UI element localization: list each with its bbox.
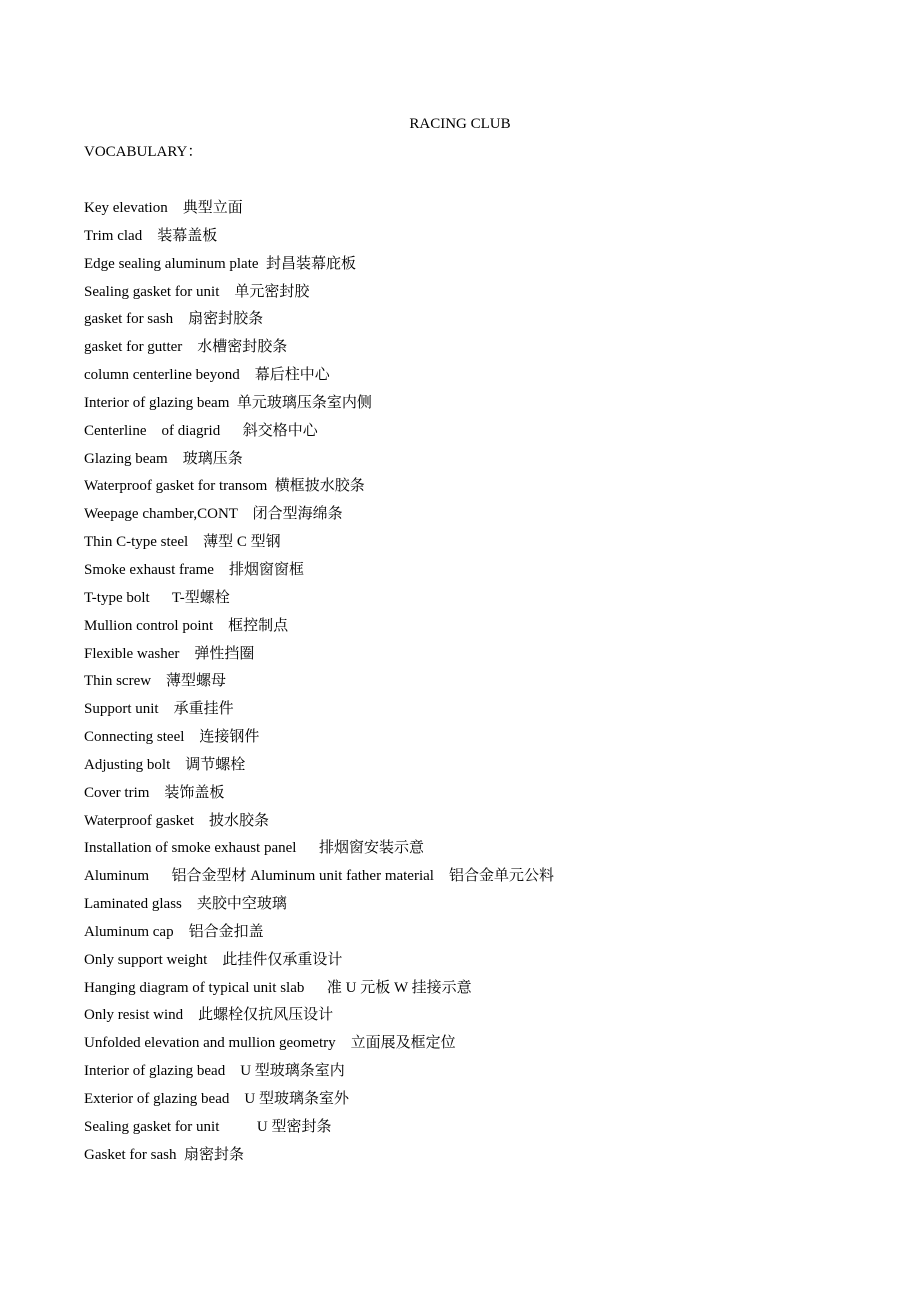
vocabulary-entry: Cover trim 装饰盖板: [84, 784, 225, 801]
vocabulary-entry: Thin C-type steel 薄型 C 型钢: [84, 534, 281, 551]
vocabulary-entry: Aluminum 铝合金型材 Aluminum unit father material 铝合金单元公料: [84, 868, 554, 885]
vocabulary-entry: Sealing gasket for unit U 型密封条: [84, 1118, 332, 1135]
vocabulary-entry: Adjusting bolt 调节螺栓: [84, 756, 246, 773]
vocabulary-entry: Exterior of glazing bead U 型玻璃条室外: [84, 1091, 349, 1107]
vocabulary-entry: gasket for gutter 水槽密封胶条: [84, 339, 288, 356]
vocabulary-entry: Hanging diagram of typical unit slab 准 U 元板 W 挂接示意: [84, 979, 472, 996]
vocabulary-entry: Edge sealing aluminum plate 封昌装幕庇板: [84, 255, 357, 272]
vocabulary-entry: Only resist wind 此螺栓仅抗风压设计: [84, 1007, 334, 1024]
vocabulary-entry: column centerline beyond 幕后柱中心: [84, 367, 330, 384]
vocabulary-entry: T-type bolt T-型螺栓: [84, 589, 230, 606]
vocabulary-entry: Only support weight 此挂件仅承重设计: [84, 951, 343, 968]
vocabulary-entry: Connecting steel 连接钢件: [84, 729, 260, 746]
vocabulary-entry: Installation of smoke exhaust panel 排烟窗安装示意: [84, 840, 424, 857]
vocabulary-entry: gasket for sash 扇密封胶条: [84, 311, 264, 328]
vocabulary-entry: Unfolded elevation and mullion geometry 立面展及框定位: [84, 1035, 456, 1052]
vocabulary-heading: VOCABULARY：: [84, 144, 203, 160]
vocabulary-entry: Laminated glass 夹胶中空玻璃: [84, 896, 287, 913]
vocabulary-entry: Interior of glazing beam 单元玻璃压条室内侧: [84, 394, 372, 411]
vocabulary-entry: Waterproof gasket 披水胶条: [84, 812, 269, 829]
vocabulary-entry: Interior of glazing bead U 型玻璃条室内: [84, 1063, 345, 1080]
vocabulary-entry: Trim clad 装幕盖板: [84, 227, 218, 244]
vocabulary-entry: Thin screw 薄型螺母: [84, 673, 227, 690]
vocabulary-entry: Support unit 承重挂件: [84, 701, 234, 718]
document-title: RACING CLUB: [409, 116, 511, 132]
vocabulary-entry: Key elevation 典型立面: [84, 200, 243, 216]
vocabulary-list: [84, 196, 554, 1171]
vocabulary-entry: Centerline of diagrid 斜交格中心: [84, 422, 318, 439]
vocabulary-entry: Smoke exhaust frame 排烟窗窗框: [84, 561, 304, 578]
vocabulary-entry: Mullion control point 框控制点: [84, 617, 289, 634]
vocabulary-entry: Flexible washer 弹性挡圈: [84, 645, 255, 662]
vocabulary-entry: Glazing beam 玻璃压条: [84, 450, 243, 467]
vocabulary-entry: Sealing gasket for unit 单元密封胶: [84, 283, 310, 300]
vocabulary-entry: Weepage chamber,CONT 闭合型海绵条: [84, 506, 343, 523]
vocabulary-entry: Aluminum cap 铝合金扣盖: [84, 923, 264, 940]
vocabulary-entry: Gasket for sash 扇密封条: [84, 1146, 244, 1163]
vocabulary-entry: Waterproof gasket for transom 横框披水胶条: [84, 478, 365, 495]
